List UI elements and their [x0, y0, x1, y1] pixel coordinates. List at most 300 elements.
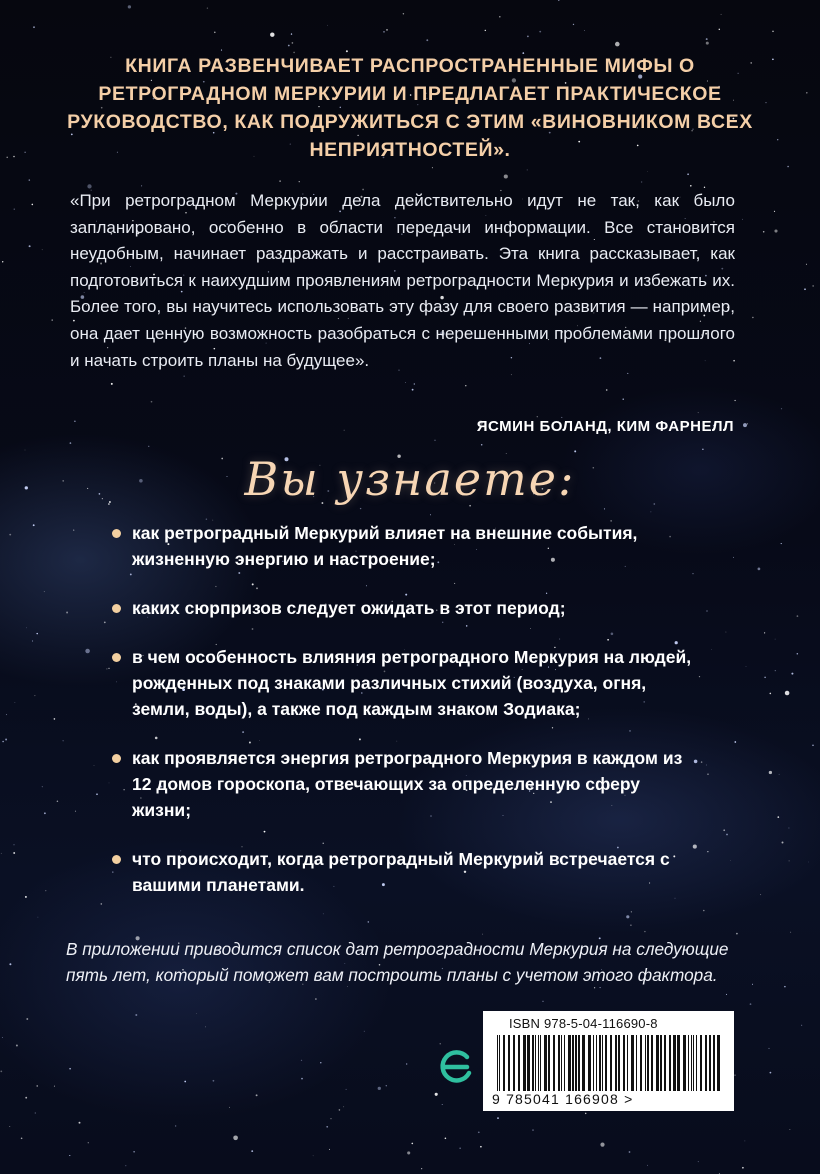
barcode-bar [599, 1035, 601, 1093]
star [292, 42, 294, 44]
star [721, 14, 722, 15]
star [29, 179, 30, 180]
star [15, 702, 16, 703]
barcode-bar [631, 1035, 634, 1093]
barcode-bar [627, 1035, 628, 1093]
star [38, 917, 39, 918]
star [726, 994, 727, 995]
barcode-bar [582, 1035, 585, 1093]
star [57, 800, 59, 802]
star [386, 29, 388, 31]
star [88, 1142, 89, 1143]
star [25, 896, 27, 898]
barcode-bar [538, 1035, 539, 1093]
star [63, 740, 64, 741]
cover-tagline: КНИГА РАЗВЕНЧИВАЕТ РАСПРОСТРАНЕННЫЕ МИФЫ О РЕТРОГРАДНОМ МЕРКУРИИ И ПРЕДЛАГАЕТ ПРАКТИЧЕСКОЕ РУКОВОДСТВО, КАК ПОДРУЖИТЬСЯ С ЭТИМ «ВИНОВНИКОМ ВСЕХ НЕПРИЯТНОСТЕЙ». [67, 55, 753, 161]
star [14, 209, 15, 210]
star [6, 714, 7, 715]
star [644, 931, 645, 932]
star [339, 1109, 341, 1111]
barcode-bar [558, 1035, 560, 1093]
star [747, 423, 748, 424]
barcode-bar [640, 1035, 642, 1093]
star [32, 204, 34, 206]
star [735, 1075, 736, 1076]
star [346, 1089, 347, 1090]
star [29, 245, 31, 247]
star [813, 285, 814, 286]
star [746, 666, 747, 667]
star [527, 36, 529, 38]
star [5, 739, 7, 741]
barcode-bar [568, 1035, 571, 1093]
star [184, 376, 185, 377]
star [141, 185, 142, 186]
star [726, 834, 728, 836]
star [0, 1071, 2, 1073]
star [706, 38, 708, 40]
star [42, 786, 43, 787]
star [442, 1104, 443, 1105]
barcode-bar [636, 1035, 637, 1093]
star [196, 1013, 197, 1014]
star [330, 1118, 331, 1119]
star [485, 30, 486, 31]
star [291, 33, 292, 34]
star [719, 29, 720, 30]
star [21, 1138, 23, 1140]
learn-bullet-list [112, 520, 702, 921]
star [788, 827, 789, 828]
star [70, 442, 72, 444]
star [1, 853, 2, 854]
barcode-bar [700, 1035, 702, 1093]
star [73, 529, 74, 530]
barcode-bar [677, 1035, 680, 1093]
star [79, 1122, 81, 1124]
star [752, 984, 753, 985]
star [421, 1168, 422, 1169]
star [24, 152, 25, 153]
star [434, 440, 435, 441]
star [320, 1062, 321, 1063]
bullet-text: каких сюрпризов следует ожидать в этот период; [132, 598, 566, 618]
star [34, 695, 35, 696]
barcode-bar [513, 1035, 515, 1093]
isbn-number: ISBN 978-5-04-116690-8 [509, 1016, 658, 1031]
star [36, 633, 37, 634]
star [125, 1165, 126, 1166]
star [785, 691, 790, 696]
star [604, 508, 605, 509]
star [797, 615, 799, 617]
star [539, 31, 541, 33]
star [221, 50, 222, 51]
star [734, 400, 735, 401]
star [775, 639, 776, 640]
bullet-dot-icon [112, 653, 121, 662]
star [9, 534, 11, 536]
star [6, 157, 7, 158]
star [482, 934, 483, 935]
barcode-bar [691, 1035, 692, 1093]
star [790, 932, 791, 933]
star [44, 591, 45, 592]
star [772, 31, 773, 32]
star [532, 1129, 533, 1130]
star [558, 0, 559, 1]
star [326, 1126, 328, 1128]
star [148, 446, 149, 447]
star [13, 844, 14, 845]
barcode-bar [688, 1035, 689, 1093]
barcode-bar [548, 1035, 550, 1093]
star [270, 32, 274, 36]
star [430, 514, 431, 515]
star [542, 1001, 543, 1002]
star [743, 423, 747, 427]
star [784, 986, 786, 988]
author-names: ЯСМИН БОЛАНД, КИМ ФАРНЕЛЛ [476, 418, 734, 435]
bullet-item [112, 745, 702, 823]
star [769, 771, 772, 774]
star [758, 568, 761, 571]
barcode-bar [605, 1035, 607, 1093]
star [386, 1085, 387, 1086]
star [26, 627, 27, 628]
star [465, 385, 466, 386]
star [606, 389, 608, 391]
star [511, 374, 512, 375]
star [54, 718, 56, 720]
star [647, 171, 648, 172]
star [128, 5, 131, 8]
barcode-bar [575, 1035, 577, 1093]
barcode-bar [572, 1035, 574, 1093]
bullet-item [112, 846, 702, 898]
star [25, 1097, 27, 1099]
star [706, 610, 707, 611]
star [651, 512, 652, 513]
star [615, 42, 620, 47]
barcode-bar [588, 1035, 591, 1093]
star [777, 816, 779, 818]
star [2, 741, 4, 743]
star [66, 612, 68, 614]
barcode-bar [669, 1035, 671, 1093]
star [499, 16, 501, 18]
star [33, 524, 35, 526]
star [403, 13, 404, 14]
star [108, 668, 109, 669]
star [497, 1117, 499, 1119]
barcode-bar [683, 1035, 686, 1093]
star [343, 1106, 344, 1107]
star [9, 1126, 10, 1127]
barcode-bar [623, 1035, 625, 1093]
barcode-bar [651, 1035, 653, 1093]
star [585, 1113, 587, 1115]
star [797, 653, 799, 655]
star [101, 903, 103, 905]
barcode-bar [660, 1035, 662, 1093]
star [787, 166, 789, 168]
star [775, 670, 776, 671]
star [251, 1150, 253, 1152]
bullet-text: что происходит, когда ретроградный Меркурий встречается с вашими планетами. [132, 849, 670, 895]
barcode-bar [518, 1035, 520, 1093]
star [299, 181, 300, 182]
star [313, 1156, 314, 1157]
star [723, 829, 725, 831]
star [2, 261, 3, 262]
star [135, 1014, 137, 1016]
star [360, 508, 361, 509]
star [327, 25, 328, 26]
bullet-text: в чем особенность влияния ретроградного Меркурия на людей, рожденных под знаками различных стихий (воздуха, огня, земли, воды), а также под каждым знаком Зодиака; [132, 647, 692, 719]
barcode-bar [647, 1035, 649, 1093]
star [480, 1146, 482, 1148]
star [175, 1125, 176, 1126]
star [13, 852, 15, 854]
star [707, 851, 708, 852]
star [770, 693, 772, 695]
star [32, 641, 33, 642]
barcode-bar [673, 1035, 676, 1093]
star [104, 622, 106, 624]
barcode-bar [705, 1035, 707, 1093]
star [205, 1027, 206, 1028]
star [256, 1094, 258, 1096]
bullet-item [112, 644, 702, 722]
star [766, 102, 767, 103]
star [405, 382, 406, 383]
star [629, 1151, 631, 1153]
star [35, 1112, 36, 1113]
star [315, 998, 317, 1000]
barcode-bar [578, 1035, 580, 1093]
star [772, 58, 774, 60]
star [301, 1078, 303, 1080]
bullet-dot-icon [112, 855, 121, 864]
bullet-dot-icon [112, 604, 121, 613]
star [288, 45, 290, 47]
star [2, 1037, 3, 1038]
star [109, 783, 110, 784]
barcode-bar [664, 1035, 666, 1093]
star [527, 169, 528, 170]
star [770, 1072, 772, 1074]
star [504, 174, 508, 178]
barcode-bar [544, 1035, 547, 1093]
barcode-bar [553, 1035, 555, 1093]
star [742, 1167, 744, 1169]
star [69, 1155, 70, 1156]
barcode-bar [561, 1035, 562, 1093]
barcode-bar [527, 1035, 530, 1093]
barcode-digits: 9 785041 166908 > [492, 1091, 724, 1107]
star [432, 167, 433, 168]
star [279, 180, 281, 182]
barcode-bar [693, 1035, 694, 1093]
barcode-bar [540, 1035, 541, 1093]
star [725, 632, 726, 633]
barcode-bar [696, 1035, 697, 1093]
star [791, 673, 793, 675]
bullet-text: как ретроградный Меркурий влияет на внешние события, жизненную энергию и настроение; [132, 523, 638, 569]
star [36, 1085, 37, 1086]
star [702, 449, 703, 450]
star [407, 1151, 410, 1154]
star [730, 860, 731, 861]
star [440, 1043, 441, 1044]
star [460, 1148, 461, 1149]
barcode-bar [618, 1035, 620, 1093]
star [781, 543, 782, 544]
star [760, 894, 761, 895]
star [698, 412, 699, 413]
star [698, 1161, 699, 1162]
star [706, 765, 707, 766]
author-quote: «При ретроградном Меркурии дела действительно идут не так, как было запланировано, особенно в области передачи информации. Все становится неудобным, начинает раздражать и расстраивать. Эта книга рассказывает, как подготовиться к наихудшим проявлениям ретроградности Меркурия и избежать их. Более того, вы научитесь использовать эту фазу для своего развития — например, она дает ценную возможность разобраться с нерешенными проблемами прошлого и начать строить планы на будущее». [70, 191, 735, 370]
barcode-bar [596, 1035, 597, 1093]
star [213, 1080, 215, 1082]
star [707, 773, 709, 775]
star [301, 1060, 302, 1061]
star [774, 229, 777, 232]
star [412, 389, 414, 391]
star [736, 933, 738, 935]
barcode-bar [645, 1035, 646, 1093]
star [151, 401, 153, 403]
star [584, 30, 585, 31]
star [812, 745, 814, 747]
star [808, 862, 809, 863]
star [111, 383, 113, 385]
star [329, 1149, 330, 1150]
appendix-note: В приложении приводится список дат ретроградности Меркурия на следующие пять лет, который поможет вам построить планы с учетом этого фактора. [66, 939, 729, 986]
star [9, 963, 11, 965]
star [789, 860, 790, 861]
star [801, 1025, 802, 1026]
star [16, 1045, 18, 1047]
star [75, 811, 76, 812]
bullet-dot-icon [112, 529, 121, 538]
star [711, 649, 712, 650]
star [687, 173, 689, 175]
star [573, 24, 574, 25]
star [779, 774, 780, 775]
star [406, 1063, 407, 1064]
star [44, 812, 46, 814]
star [690, 185, 692, 187]
star [368, 921, 370, 923]
star [782, 842, 784, 844]
star [706, 42, 709, 45]
barcode-block [483, 1011, 734, 1111]
star [13, 156, 15, 158]
star [229, 1107, 230, 1108]
barcode-bar [564, 1035, 565, 1093]
star [414, 383, 415, 384]
star [25, 450, 26, 451]
star [734, 741, 736, 743]
star [478, 1131, 480, 1133]
star [733, 557, 734, 558]
bullet-dot-icon [112, 754, 121, 763]
bullet-text: как проявляется энергия ретроградного Меркурия в каждом из 12 домов гороскопа, отвечающих за определенную сферу жизни; [132, 748, 683, 820]
star [133, 1151, 135, 1153]
barcode-bar [508, 1035, 510, 1093]
star [641, 181, 642, 182]
star [184, 1081, 186, 1083]
star [426, 39, 428, 41]
star [763, 231, 765, 233]
star [764, 632, 765, 633]
star [383, 31, 384, 32]
star [214, 32, 216, 34]
barcode-bar [593, 1035, 594, 1093]
star [745, 1141, 746, 1142]
star [435, 1093, 438, 1096]
star [445, 1138, 447, 1140]
star [26, 1018, 28, 1020]
star [806, 92, 808, 94]
star [106, 668, 107, 669]
barcode-bar [615, 1035, 617, 1093]
star [804, 288, 806, 290]
star [85, 649, 90, 654]
star [411, 1143, 413, 1145]
barcode-bar [709, 1035, 711, 1093]
star [768, 1048, 769, 1049]
star [364, 1031, 365, 1032]
star [481, 444, 483, 446]
bullet-item [112, 520, 702, 572]
star [752, 317, 753, 318]
star [207, 7, 208, 8]
star [45, 890, 46, 891]
barcode-bar [602, 1035, 603, 1093]
barcode-bar [535, 1035, 536, 1093]
star [647, 1165, 648, 1166]
star [750, 1003, 752, 1005]
star [94, 765, 95, 766]
star [69, 1068, 71, 1070]
barcode-bar [656, 1035, 659, 1093]
star [764, 677, 765, 678]
star [742, 219, 743, 220]
star [378, 1087, 381, 1090]
learn-heading: Вы узнаете: [244, 452, 576, 506]
star [630, 924, 632, 926]
star [51, 319, 52, 320]
star [790, 1129, 791, 1130]
star [623, 399, 624, 400]
star [781, 408, 782, 409]
eksmo-e-logo-icon [436, 1046, 476, 1086]
star [74, 420, 76, 422]
star [806, 264, 807, 265]
star [33, 26, 35, 28]
bullet-item [112, 595, 702, 621]
barcode-bar [523, 1035, 526, 1093]
star [600, 1143, 604, 1147]
star [774, 211, 775, 212]
star [54, 1086, 55, 1087]
star [96, 793, 98, 795]
star [777, 139, 778, 140]
